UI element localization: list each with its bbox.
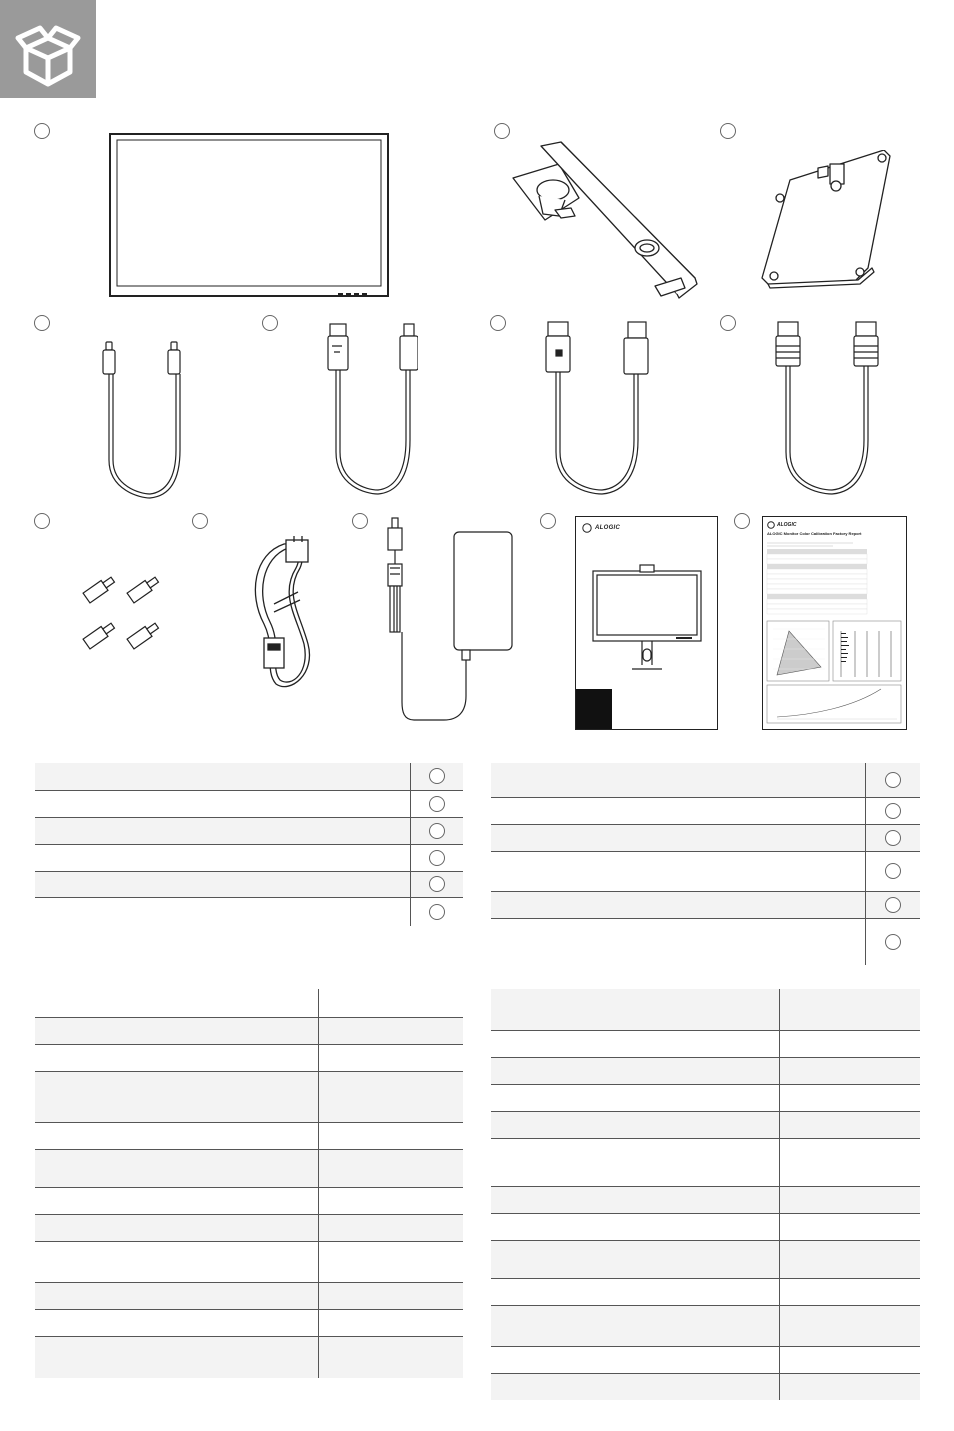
table-row: [35, 871, 463, 897]
item-number-circle: [540, 513, 556, 529]
table-row: [35, 1241, 463, 1282]
calibration-report: [762, 516, 907, 730]
calibration-report-icon: [763, 537, 907, 729]
table-row: [35, 763, 463, 790]
table-row: [491, 1240, 920, 1278]
table-row: [491, 851, 920, 891]
specifications-table-right: [491, 989, 920, 1400]
stand-base-icon: [748, 150, 896, 290]
table-row: [35, 1071, 463, 1122]
table-row: [35, 1282, 463, 1309]
report-brand-row: [767, 521, 796, 529]
alogic-logo-icon: [767, 521, 775, 529]
table-row: [35, 1309, 463, 1336]
table-row: [491, 1030, 920, 1057]
item-number-circle: [429, 904, 445, 920]
open-box-icon: [0, 0, 96, 98]
item-number-circle: [885, 934, 901, 950]
package-contents-table-right: [491, 763, 920, 965]
item-number-circle: [34, 513, 50, 529]
table-row: [35, 790, 463, 817]
quick-start-guide: [575, 516, 718, 730]
table-row: [491, 1305, 920, 1346]
power-cord-icon: [244, 534, 324, 690]
header-panel: [0, 0, 96, 98]
item-number-circle: [885, 803, 901, 819]
specifications-table-left: [35, 989, 463, 1378]
item-number-circle: [490, 315, 506, 331]
displayport-to-hdmi-cable-icon: [544, 320, 654, 500]
table-row: [35, 1122, 463, 1149]
table-row: [35, 1214, 463, 1241]
table-row: [491, 1346, 920, 1373]
guide-black-block: [576, 689, 612, 729]
table-row: [491, 989, 920, 1030]
table-row: [491, 1057, 920, 1084]
guide-brand-row: [582, 523, 620, 533]
item-number-circle: [720, 315, 736, 331]
table-row: [491, 1138, 920, 1186]
table-row: [35, 844, 463, 871]
power-adapter-icon: [380, 516, 520, 726]
package-contents-table-left: [35, 763, 463, 926]
item-number-circle: [885, 863, 901, 879]
table-row: [35, 1044, 463, 1071]
report-brand: ALOGIC: [777, 522, 797, 528]
table-row: [35, 989, 463, 1017]
table-row: [491, 1084, 920, 1111]
item-number-circle: [429, 796, 445, 812]
standoff-screws-icon: [80, 572, 170, 652]
table-row: [491, 797, 920, 824]
item-number-circle: [885, 830, 901, 846]
table-row: [491, 1186, 920, 1213]
table-row: [491, 1373, 920, 1400]
item-number-circle: [885, 772, 901, 788]
item-number-circle: [429, 823, 445, 839]
table-row: [35, 1017, 463, 1044]
table-row: [491, 824, 920, 851]
table-row: [491, 918, 920, 965]
item-number-circle: [885, 897, 901, 913]
item-number-circle: [429, 876, 445, 892]
item-number-circle: [352, 513, 368, 529]
table-row: [491, 891, 920, 918]
table-row: [35, 897, 463, 926]
item-number-circle: [734, 513, 750, 529]
table-row: [35, 817, 463, 844]
item-number-circle: [429, 850, 445, 866]
guide-brand: ALOGIC: [595, 525, 621, 531]
item-number-circle: [34, 123, 50, 139]
table-row: [491, 763, 920, 797]
item-number-circle: [192, 513, 208, 529]
item-number-circle: [429, 768, 445, 784]
monitor-panel-icon: [108, 132, 390, 298]
table-row: [35, 1336, 463, 1378]
alogic-logo-icon: [582, 523, 592, 533]
stand-arm-icon: [505, 138, 700, 300]
hdmi-cable-icon: [772, 320, 882, 500]
table-row: [35, 1149, 463, 1187]
item-number-circle: [494, 123, 510, 139]
usb-a-to-b-cable-icon: [322, 322, 418, 500]
table-row: [491, 1111, 920, 1138]
item-number-circle: [262, 315, 278, 331]
table-row: [491, 1213, 920, 1240]
item-number-circle: [720, 123, 736, 139]
usb-c-cable-icon: [100, 340, 192, 502]
quick-start-guide-icon: [592, 563, 702, 673]
table-row: [491, 1278, 920, 1305]
report-title: ALOGIC Monitor Color Calibration Factory Report: [767, 531, 862, 536]
table-row: [35, 1187, 463, 1214]
item-number-circle: [34, 315, 50, 331]
